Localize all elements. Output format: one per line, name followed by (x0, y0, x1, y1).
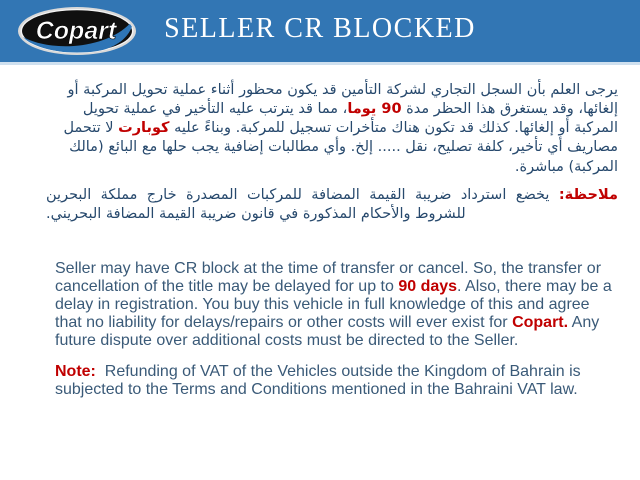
highlighted-text-run: 90 days (398, 277, 458, 295)
text-run: Refunding of VAT of the Vehicles outside the Kingdom of Bahrain is subjected to the Terms and Conditions mentioned in the Bahraini VAT law. (55, 362, 581, 398)
arabic-disclaimer-paragraph (46, 81, 618, 177)
text-run: Seller may have CR block at the time of transfer or cancel. So, the transfer or cancellation of the title may be delayed for up to (55, 259, 602, 295)
header-bar (0, 0, 640, 65)
english-disclaimer-paragraph (55, 260, 615, 350)
arabic-note-paragraph (46, 186, 618, 224)
highlighted-text-run: Note: (55, 362, 96, 380)
arabic-section (0, 81, 640, 224)
highlighted-text-run: Copart. (512, 313, 569, 331)
highlighted-text-run: كوبارت (118, 120, 170, 137)
highlighted-text-run: 90 يوما (347, 101, 402, 118)
text-run: . Also, there may be a delay in registration. You buy this vehicle in full knowledge of this and agree that no liability for delays/repairs or other costs will ever exist for (55, 277, 612, 331)
english-section (0, 260, 640, 399)
highlighted-text-run: ملاحظة: (558, 186, 618, 203)
page-title: SELLER CR BLOCKED (164, 13, 476, 44)
english-note-paragraph (55, 363, 615, 399)
text-run: يرجى العلم بأن السجل التجاري لشركة التأمين قد يكون محظور أثناء عملية تحويل المركبة أو إلغائها، وقد يستغرق هذا الحظر مدة (67, 82, 618, 118)
text-run: Any future dispute over additional costs must be directed to the Seller. (55, 313, 600, 349)
text-run: لا تتحمل مصاريف أي تأخير، كلفة تصليح، نقل ..... إلخ. وأي مطالبات إضافية يجب حلها مع البائع (مالك المركبة) مباشرة. (63, 120, 618, 175)
text-run: ، مما قد يترتب عليه التأخير في عملية تحويل المركبة أو إلغائها. كذلك قد تكون هناك متأخرات تسجيل للمركبة. وبناءً عليه (82, 101, 618, 137)
text-run: يخضع استرداد ضريبة القيمة المضافة للمركبات المصدرة خارج مملكة البحرين للشروط والأحكام المذكورة في قانون ضريبة القيمة المضافة البحريني. (46, 186, 559, 222)
logo-wordmark: Copart (35, 17, 117, 45)
